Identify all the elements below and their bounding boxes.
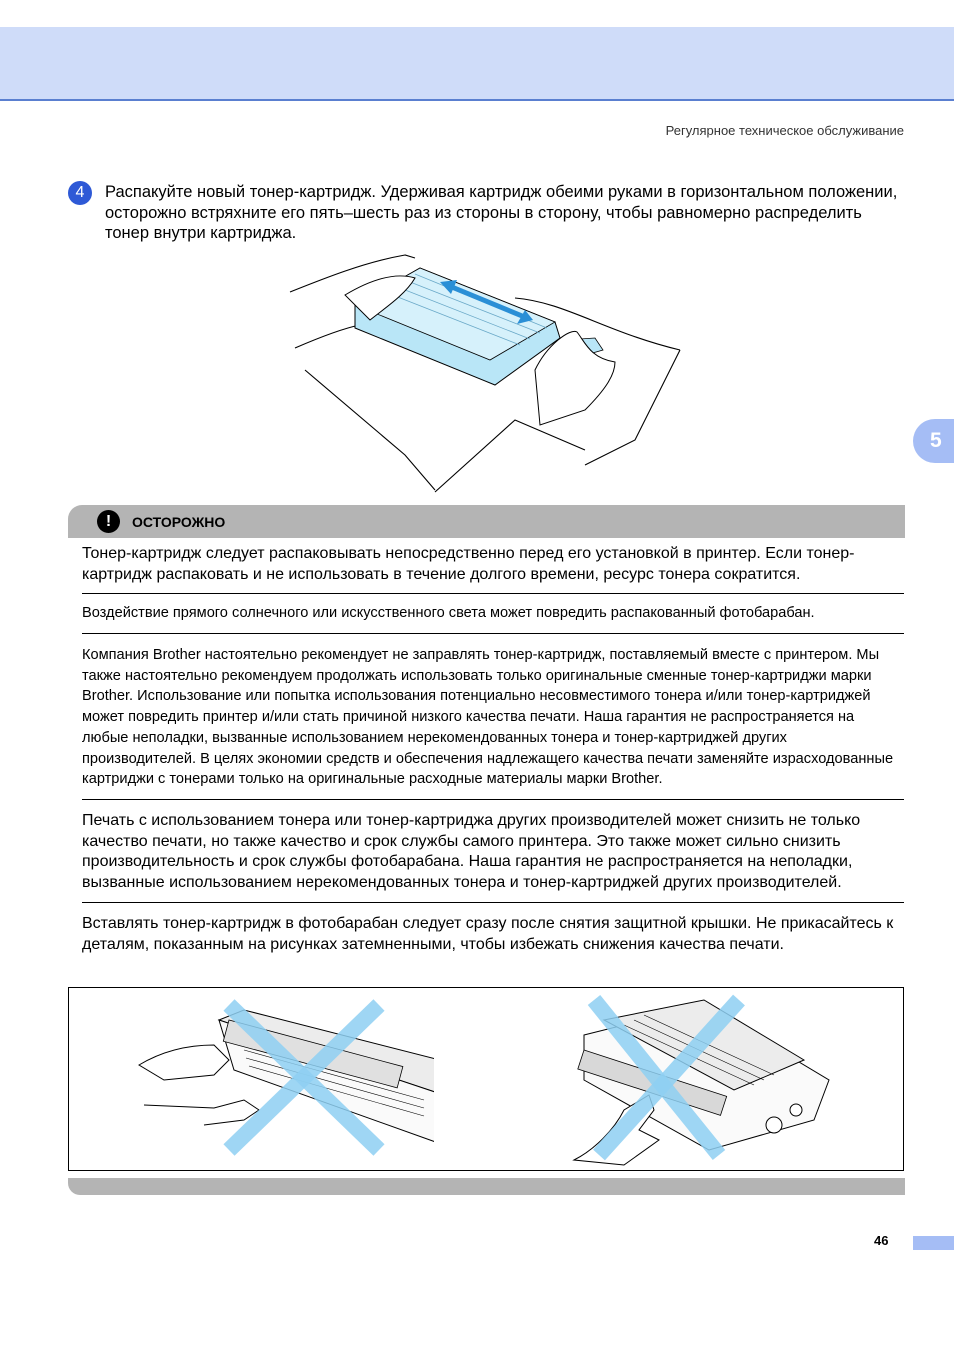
page-number: 46: [874, 1233, 889, 1248]
caution-paragraph: Вставлять тонер-картридж в фотобарабан следует сразу после снятия защитной крышки. Не прикасайтесь к деталям, показанным на рисунках затемненными, чтобы избежать снижения качества печати.: [82, 915, 894, 953]
divider: [82, 593, 904, 594]
page-tab: [913, 1236, 954, 1250]
do-not-touch-illustration-box: [68, 987, 904, 1171]
caution-paragraph: Компания Brother настоятельно рекомендует не заправлять тонер-картридж, поставляемый вместе с принтером. Мы также настоятельно рекомендуем продолжать использовать только оригинальные сменные тонер-картриджи марки Brother. Использование или попытка использования потенциально несовместимого тонера и/или тонер-картриджей может повредить принтер и/или стать причиной низкого качества печати. Наша гарантия не распространяется на любые неполадки, вызванные использованием нерекомендованных тонера и тонер-картриджей других производителей. В целях экономии средств и обеспечения надлежащего качества печати заменяйте израсходованные картриджи с тонерами только на оригинальные расходные материалы марки Brother.: [82, 647, 894, 788]
caution-footer-bar: [68, 1178, 905, 1195]
chapter-tab: 5: [913, 419, 954, 463]
step-instruction: Распакуйте новый тонер-картридж. Удерживая картридж обеими руками в горизонтальном положении, осторожно встряхните его пять–шесть раз из стороны в сторону, чтобы равномерно распределить тонер внутри картриджа.: [105, 183, 898, 242]
shake-cartridge-illustration: [285, 250, 690, 495]
drum-unit-illustration: [134, 990, 434, 1170]
caution-label: ОСТОРОЖНО: [132, 514, 226, 530]
caution-paragraph: Печать с использованием тонера или тонер-картриджа других производителей может снизить не только качество печати, но также качество и срок службы самого принтера. Это также может сильно снизить производительность и срок службы фотобарабана. Наша гарантия не распространяется на неполадки, вызванные использованием нерекомендованных тонера и тонер-картриджей других производителей.: [82, 812, 861, 892]
section-title: Регулярное техническое обслуживание: [665, 123, 904, 138]
divider: [82, 902, 904, 903]
divider: [82, 799, 904, 800]
divider: [82, 633, 904, 634]
caution-paragraph: Воздействие прямого солнечного или искусственного света может повредить распакованный фотобарабан.: [82, 605, 815, 621]
step-number-badge: 4: [68, 181, 92, 205]
header-band: [0, 27, 954, 101]
exclamation-icon: !: [97, 510, 120, 533]
toner-cartridge-illustration: [564, 990, 864, 1170]
caution-paragraph: Тонер-картридж следует распаковывать непосредственно перед его установкой в принтер. Если тонер-картридж распаковать и не использовать в течение долгого времени, ресурс тонера сократится.: [82, 545, 855, 583]
